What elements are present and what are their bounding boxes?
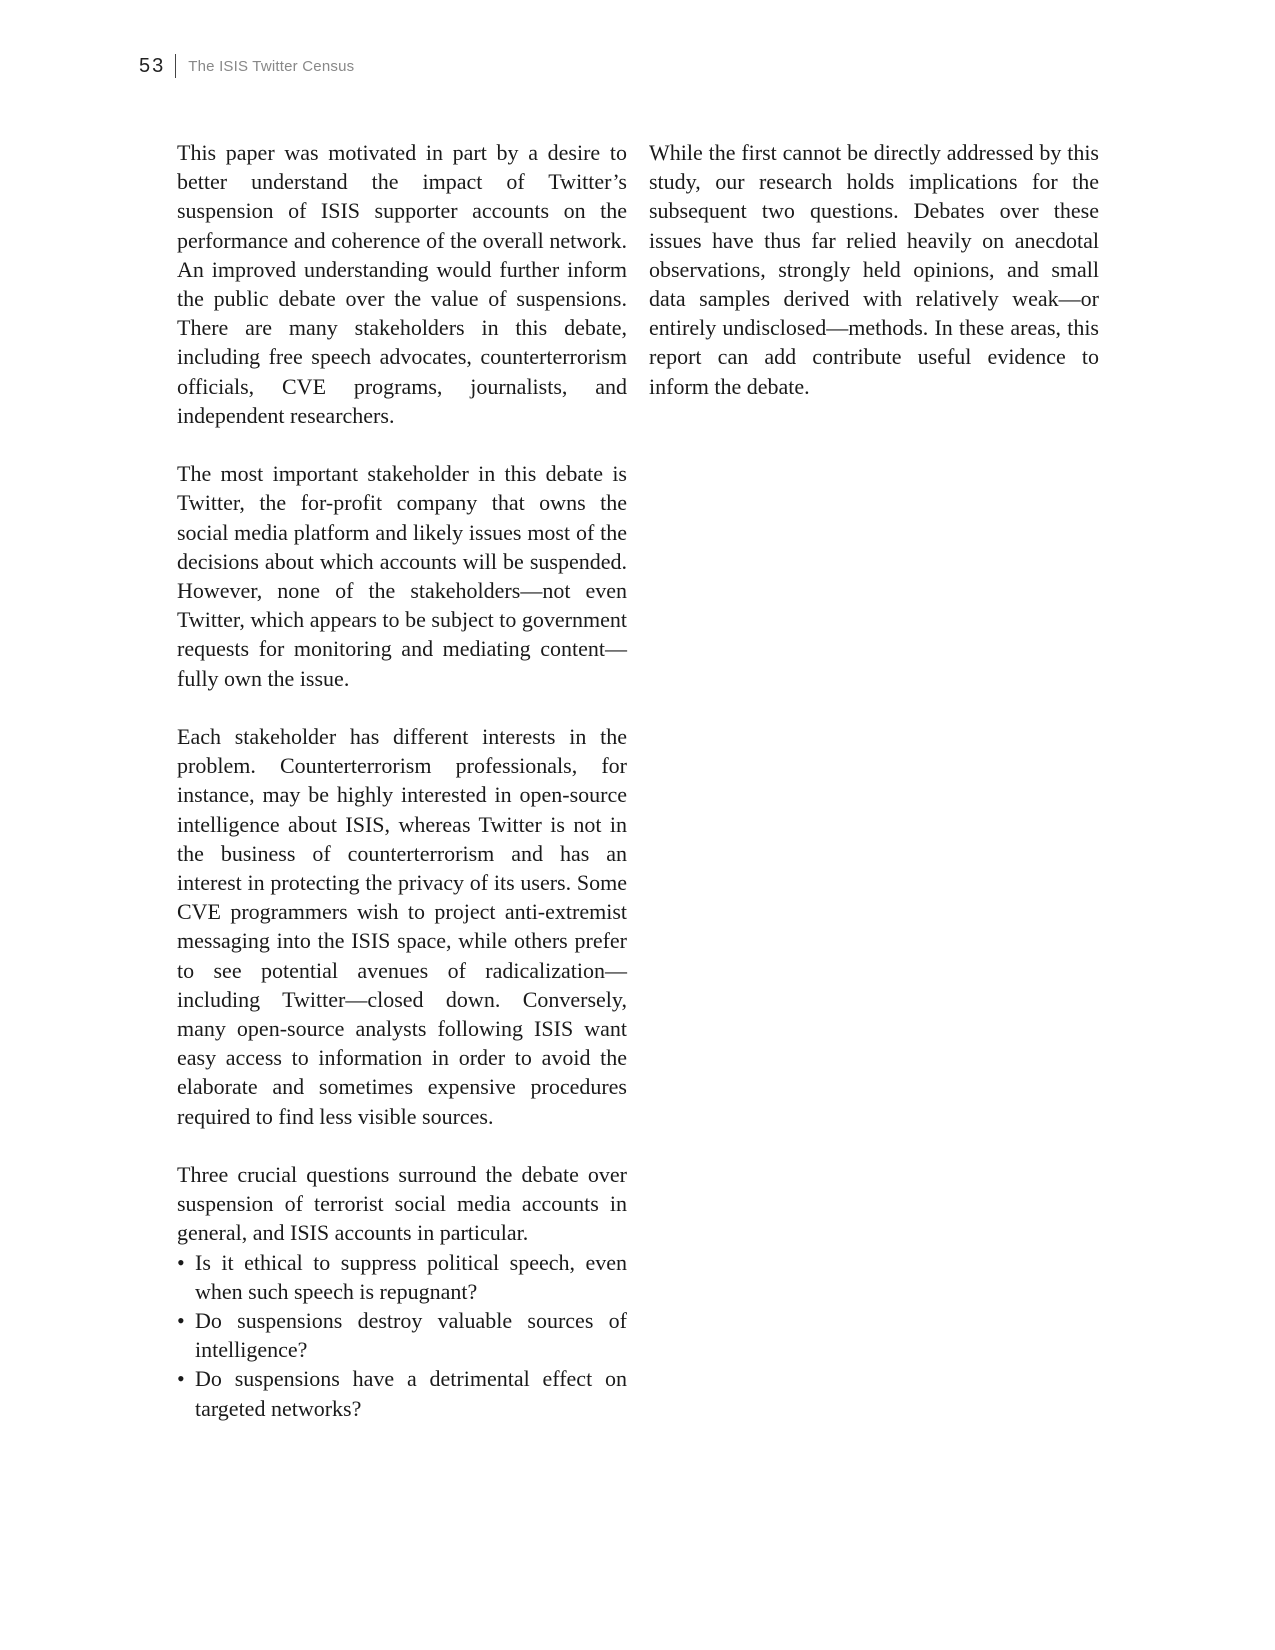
question-text: Do suspensions have a detrimental effect on targeted networks? (195, 1366, 627, 1421)
bullet-marker: • (177, 1366, 185, 1392)
list-item (177, 1248, 627, 1306)
right-column (649, 138, 1099, 430)
questions-list (177, 1248, 627, 1423)
list-item (177, 1364, 627, 1422)
question-text: Is it ethical to suppress political speech, even when such speech is repugnant? (195, 1249, 627, 1304)
left-column (177, 138, 627, 1423)
header-divider (175, 54, 176, 78)
bullet-marker: • (177, 1249, 185, 1275)
running-header (139, 52, 354, 80)
paragraph-implications: While the first cannot be directly addressed by this study, our research holds implications for the subsequent two questions. Debates over these issues have thus far relied heavily on anecdotal observations, strongly held opinions, and small data samples derived with relatively weak—or entirely undisclosed—methods. In these areas, this report can add contribute useful evidence to inform the debate. (649, 140, 1099, 399)
paragraph-stakeholder-interests: Each stakeholder has different interests in the problem. Counterterrorism professionals, for instance, may be highly interested in open-source intelligence about ISIS, whereas Twitter is not in the business of counterterrorism and has an interest in protecting the privacy of its users. Some CVE programmers wish to project anti-extremist messaging into the ISIS space, while others prefer to see potential avenues of radicalization—including Twitter—closed down. Conversely, many open-source analysts following ISIS want easy access to information in order to avoid the elaborate and sometimes expensive procedures required to find less visible sources. (177, 724, 627, 1129)
report-title: The ISIS Twitter Census (188, 57, 355, 75)
page-number: 53 (139, 54, 166, 77)
bullet-marker: • (177, 1308, 185, 1334)
paragraph-crucial-questions: Three crucial questions surround the debate over suspension of terrorist social media accounts in general, and ISIS accounts in particular. (177, 1162, 627, 1246)
paragraph-motivation: This paper was motivated in part by a desire to better understand the impact of Twitter’s suspension of ISIS supporter accounts on the performance and coherence of the overall network. An improved understanding would further inform the public debate over the value of suspensions. There are many stakeholders in this debate, including free speech advocates, counterterrorism officials, CVE programs, journalists, and independent researchers. (177, 140, 627, 428)
list-item (177, 1306, 627, 1364)
question-text: Do suspensions destroy valuable sources of intelligence? (195, 1308, 627, 1363)
paragraph-twitter-stakeholder: The most important stakeholder in this debate is Twitter, the for-profit company that owns the social media platform and likely issues most of the decisions about which accounts will be suspended. However, none of the stakeholders—not even Twitter, which appears to be subject to government requests for monitoring and mediating content—fully own the issue. (177, 461, 627, 691)
